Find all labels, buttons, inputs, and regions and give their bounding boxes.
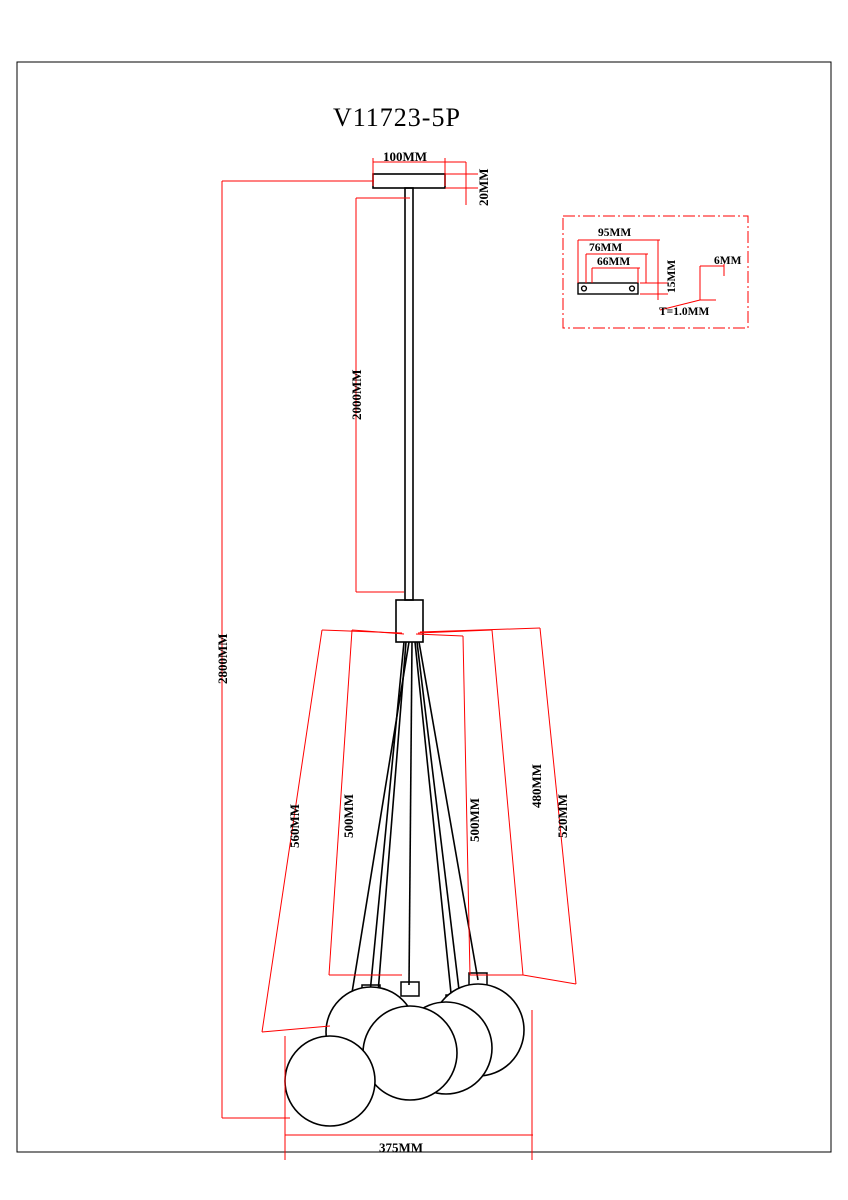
dim-canopy-diameter: 100MM: [383, 149, 428, 164]
canopy: [373, 174, 445, 188]
dim-drop-right-inner: 480MM: [529, 763, 544, 808]
detail-dim-flange: 6MM: [714, 255, 742, 267]
detail-dim-width-mid: 76MM: [589, 242, 623, 254]
dim-overall-width: 375MM: [379, 1140, 424, 1155]
detail-dim-height: 15MM: [666, 259, 678, 293]
glass-globes: [285, 984, 524, 1126]
dim-rod-length: 2000MM: [349, 369, 364, 420]
detail-part: [578, 283, 638, 294]
suspension-rod: [405, 188, 413, 600]
globe-left-lower: [285, 1036, 375, 1126]
detail-dim-width-inner: 66MM: [597, 256, 631, 268]
detail-dim-width-outer: 95MM: [598, 227, 632, 239]
page-title: V11723-5P: [333, 103, 461, 132]
sheet-border: [17, 62, 831, 1155]
dim-drop-right-outer: 520MM: [555, 793, 570, 838]
hub-block: [396, 600, 423, 642]
dim-drop-left-inner: 500MM: [341, 793, 356, 838]
detail-callout-box: [563, 216, 748, 328]
detail-dim-thickness: T=1.0MM: [659, 306, 710, 318]
dim-drop-center: 500MM: [467, 797, 482, 842]
dim-canopy-height: 20MM: [476, 168, 491, 206]
dim-total-height: 2800MM: [215, 633, 230, 684]
globe-center: [363, 1006, 457, 1100]
dim-drop-left-outer: 560MM: [287, 803, 302, 848]
